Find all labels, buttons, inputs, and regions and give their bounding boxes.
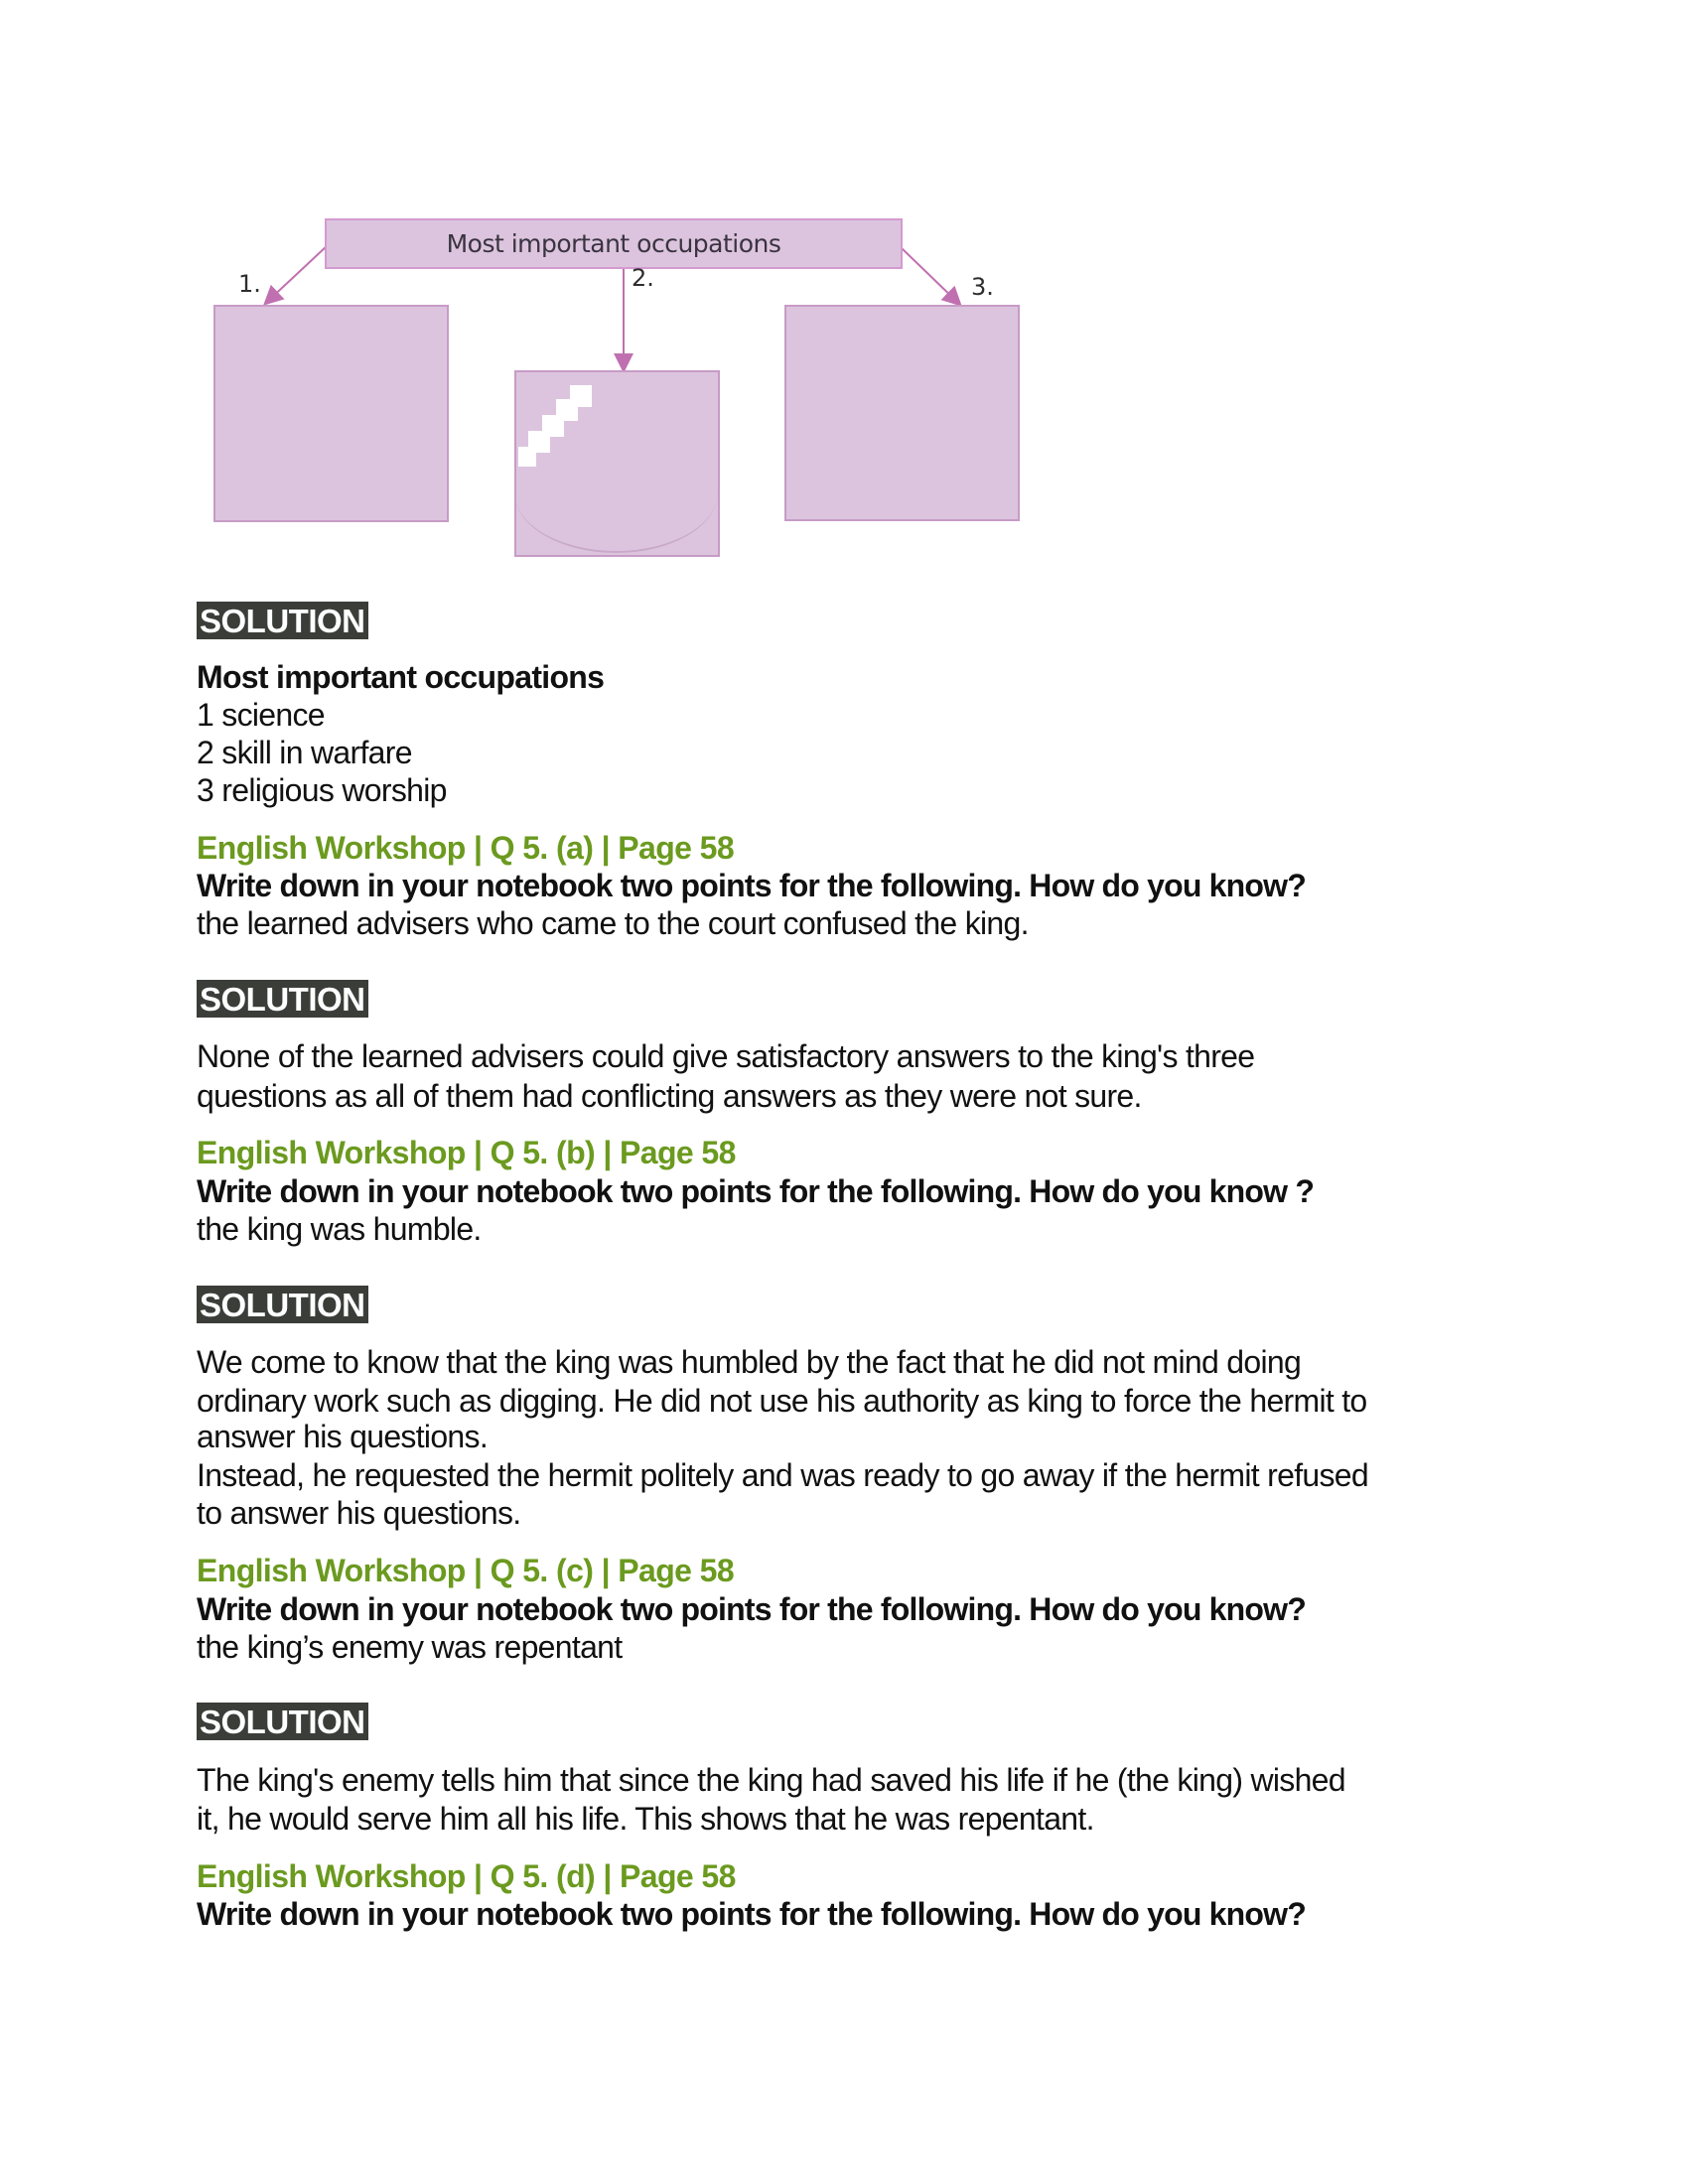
solution-title: Most important occupations — [197, 659, 605, 695]
solution-badge: SOLUTION — [197, 980, 368, 1018]
question-text: Write down in your notebook two points for the following. How do you know ? — [197, 1173, 1315, 1209]
diagram-box-1 — [213, 305, 449, 522]
question-prompt: the king’s enemy was repentant — [197, 1629, 623, 1665]
question-prompt: the learned advisers who came to the court confused the king. — [197, 905, 1029, 941]
diagram-title-box — [325, 218, 903, 269]
solution-line: answer his questions. — [197, 1419, 489, 1454]
question-header: English Workshop | Q 5. (d) | Page 58 — [197, 1858, 736, 1894]
solution-line: 2 skill in warfare — [197, 735, 412, 770]
solution-line: to answer his questions. — [197, 1495, 521, 1531]
solution-line: 1 science — [197, 697, 325, 733]
solution-line: it, he would serve him all his life. This shows that he was repentant. — [197, 1801, 1094, 1837]
question-header: English Workshop | Q 5. (b) | Page 58 — [197, 1135, 736, 1170]
question-text: Write down in your notebook two points for the following. How do you know? — [197, 868, 1306, 903]
diagram-label-3: 3. — [971, 273, 994, 301]
question-header: English Workshop | Q 5. (c) | Page 58 — [197, 1553, 735, 1588]
diagram-box-3 — [784, 305, 1020, 521]
solution-line: We come to know that the king was humbled by the fact that he did not mind doing — [197, 1344, 1302, 1380]
diagram-label-2: 2. — [632, 264, 654, 292]
solution-line: ordinary work such as digging. He did not use his authority as king to force the hermit to — [197, 1383, 1367, 1419]
question-prompt: the king was humble. — [197, 1211, 482, 1247]
decorative-steps — [516, 375, 596, 484]
occupations-diagram — [0, 0, 1092, 596]
solution-badge: SOLUTION — [197, 1703, 368, 1740]
solution-line: questions as all of them had conflicting answers as they were not sure. — [197, 1078, 1142, 1114]
solution-line: Instead, he requested the hermit politely and was ready to go away if the hermit refused — [197, 1457, 1368, 1493]
question-text: Write down in your notebook two points for the following. How do you know? — [197, 1591, 1306, 1627]
solution-badge: SOLUTION — [197, 1286, 368, 1323]
diagram-label-1: 1. — [238, 270, 261, 298]
question-header: English Workshop | Q 5. (a) | Page 58 — [197, 830, 735, 866]
diagram-title: Most important occupations — [446, 229, 781, 258]
solution-line: 3 religious worship — [197, 772, 447, 808]
question-text: Write down in your notebook two points for the following. How do you know? — [197, 1896, 1306, 1932]
solution-line: None of the learned advisers could give satisfactory answers to the king's three — [197, 1038, 1255, 1074]
solution-badge: SOLUTION — [197, 602, 368, 639]
solution-line: The king's enemy tells him that since the king had saved his life if he (the king) wished — [197, 1762, 1345, 1798]
